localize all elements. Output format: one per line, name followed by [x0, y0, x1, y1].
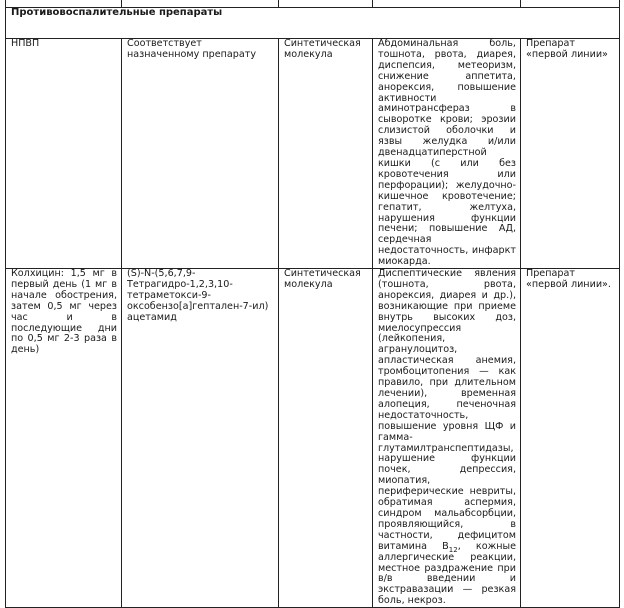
dosage-cell: Соответствует назначенному препарату: [122, 39, 279, 269]
table-row: [6, 39, 620, 269]
side-effects-text-after: , кожные аллергические реакции, местное раздражение при в/в введении и экстравазации — резкая боль, некроз.: [378, 540, 516, 607]
side-effects-cell: Абдоминальная боль, тошнота, рвота, диарея, диспепсия, метеоризм, снижение аппетита, анорексия, повышение активности аминотрансфераз в сыворотке крови; эрозии слизистой оболочки и язвы желудка и/или двенадцатиперстной кишки (с или без кровотечения или перфорации); желудочно-кишечное кровотечение; гепатит, желтуха, нарушения функции печени; повышение АД, сердечная недостаточность, инфаркт миокарда.: [373, 39, 521, 269]
note-cell: Препарат «первой линии».: [521, 269, 620, 608]
dosage-cell: (S)-N-(5,6,7,9-Тетрагидро-1,2,3,10-тетраметокси-9-оксобензо[а]гептален-7-ил) ацетамид: [122, 269, 279, 608]
drug-name-cell: Колхицин: 1,5 мг в первый день (1 мг в начале обострения, затем 0,5 мг через час и в последующие дни по 0,5 мг 2-3 раза в день): [6, 269, 122, 608]
molecule-type-cell: Синтетическая молекула: [279, 39, 373, 269]
vitamin-subscript: 12: [448, 545, 458, 554]
molecule-type-cell: Синтетическая молекула: [279, 269, 373, 608]
side-effects-cell: [373, 269, 521, 608]
note-cell: Препарат «первой линии»: [521, 39, 620, 269]
drug-table: [5, 0, 620, 608]
table-cell: [279, 0, 373, 8]
table-cell: [373, 0, 521, 8]
table-row: [6, 269, 620, 608]
drug-name-cell: НПВП: [6, 39, 122, 269]
side-effects-text-before: Диспептические явления (тошнота, рвота, анорексия, диарея и др.), возникающие при приеме внутрь высоких доз, миелосупрессия (лейкопения, агранулоцитоз, апластическая анемия, тромбоцитопения — как правило, при длительном лечении), временная алопеция, печеночная недостаточность, повышение уровня ЩФ и гамма-глутамилтранспептидазы, нарушение функции почек, депрессия, миопатия, периферические невриты, обратимая аспермия, синдром мальабсорбции, проявляющийся, в частности, дефицитом витамина В: [378, 268, 516, 552]
section-header-row: [6, 8, 620, 39]
section-title: Противовоспалительные препараты: [6, 8, 620, 39]
table-cell: [521, 0, 620, 8]
